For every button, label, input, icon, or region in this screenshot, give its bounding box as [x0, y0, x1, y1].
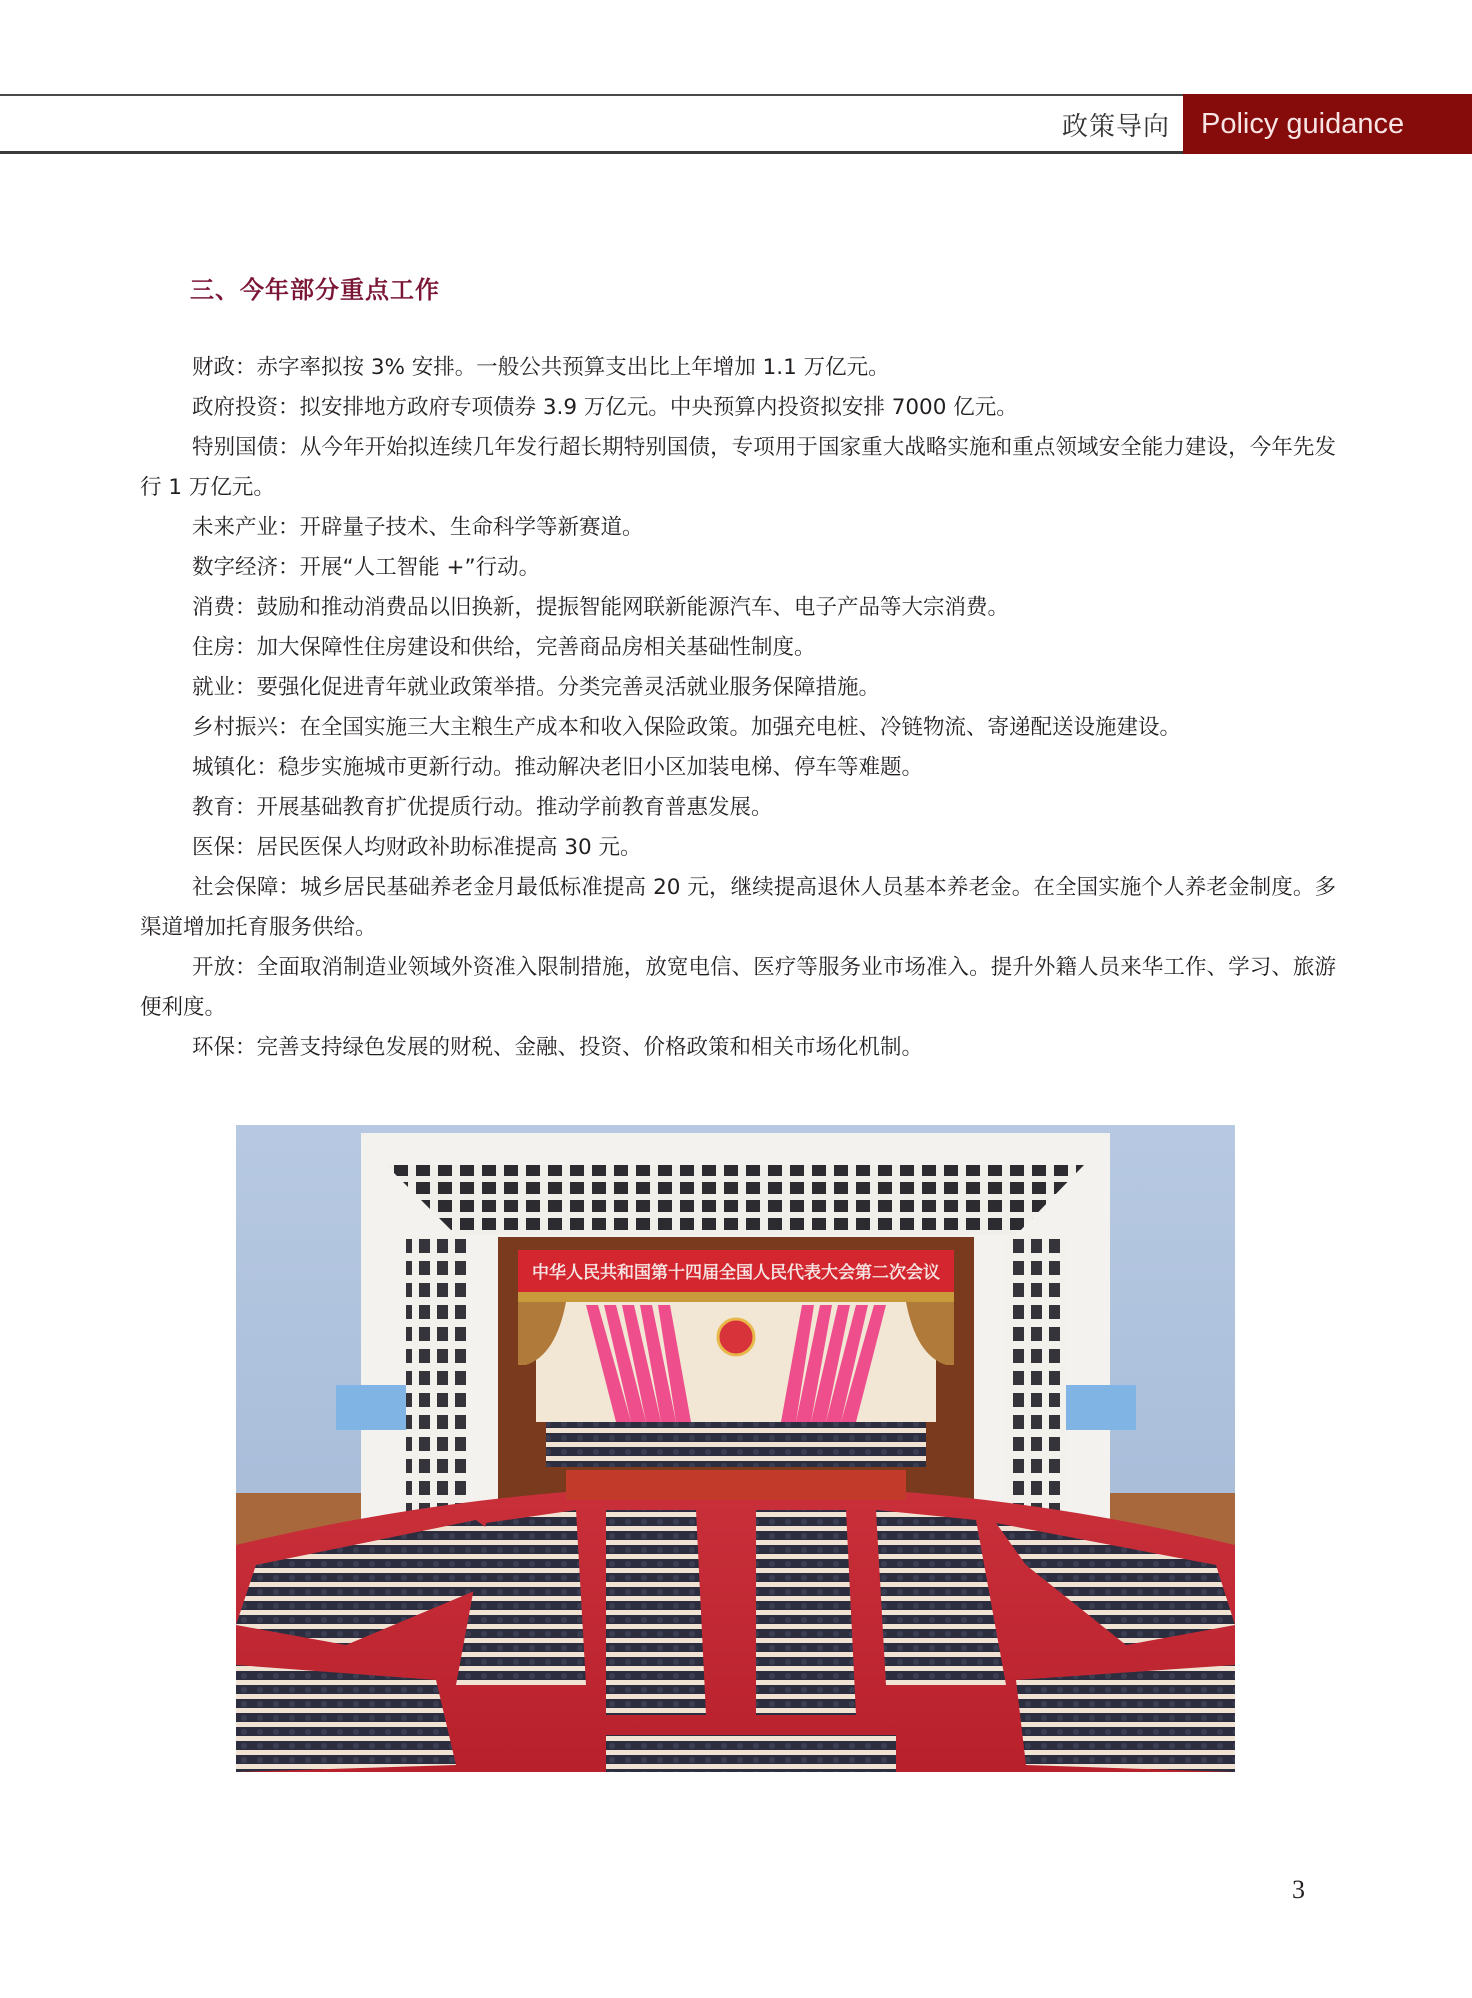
paragraph-rural-revitalization: 乡村振兴：在全国实施三大主粮生产成本和收入保险政策。加强充电桩、冷链物流、寄递配送设施建设。 — [192, 715, 1182, 740]
header-bottom-rule — [0, 151, 1183, 154]
presidium-seats — [546, 1422, 926, 1467]
screen-left — [336, 1385, 406, 1430]
banner-valance — [518, 1292, 954, 1302]
paragraph-digital-economy: 数字经济：开展“人工智能 +”行动。 — [192, 555, 541, 580]
paragraph-housing: 住房：加大保障性住房建设和供给，完善商品房相关基础性制度。 — [192, 635, 816, 660]
paragraph-consumption: 消费：鼓励和推动消费品以旧换新，提振智能网联新能源汽车、电子产品等大宗消费。 — [192, 595, 1010, 620]
section-heading: 三、今年部分重点工作 — [190, 276, 440, 304]
header-top-rule — [0, 94, 1183, 96]
paragraph-opening-up: 开放：全面取消制造业领域外资准入限制措施，放宽电信、医疗等服务业市场准入。提升外籍人员来华工作、学习、旅游便利度。 — [140, 955, 1336, 1020]
assembly-hall-photo — [236, 1125, 1235, 1772]
paragraph-gov-investment: 政府投资：拟安排地方政府专项债券 3.9 万亿元。中央预算内投资拟安排 7000 亿元。 — [192, 395, 1018, 420]
paragraph-employment: 就业：要强化促进青年就业政策举措。分类完善灵活就业服务保障措施。 — [192, 675, 881, 700]
ceiling-lights — [386, 1165, 1084, 1235]
paragraph-social-security: 社会保障：城乡居民基础养老金月最低标准提高 20 元，继续提高退休人员基本养老金。在全国实施个人养老金制度。多渠道增加托育服务供给。 — [140, 875, 1336, 940]
page-number: 3 — [1292, 1875, 1305, 1904]
paragraph-urbanization: 城镇化：稳步实施城市更新行动。推动解决老旧小区加装电梯、停车等难题。 — [192, 755, 924, 780]
paragraph-future-industry: 未来产业：开辟量子技术、生命科学等新赛道。 — [192, 515, 644, 540]
screen-right — [1066, 1385, 1136, 1430]
paragraph-fiscal: 财政：赤字率拟按 3% 安排。一般公共预算支出比上年增加 1.1 万亿元。 — [192, 355, 890, 380]
paragraph-education: 教育：开展基础教育扩优提质行动。推动学前教育普惠发展。 — [192, 795, 773, 820]
paragraph-special-bonds: 特别国债：从今年开始拟连续几年发行超长期特别国债，专项用于国家重大战略实施和重点领域安全能力建设，今年先发行 1 万亿元。 — [140, 435, 1336, 500]
national-emblem — [718, 1319, 754, 1355]
header-section-label-en: Policy guidance — [1183, 94, 1472, 154]
body-text — [140, 348, 1336, 1068]
paragraph-environment: 环保：完善支持绿色发展的财税、金融、投资、价格政策和相关市场化机制。 — [192, 1035, 924, 1060]
paragraph-medical-insurance: 医保：居民医保人均财政补助标准提高 30 元。 — [192, 835, 642, 860]
header-section-label-cn: 政策导向 — [1061, 112, 1170, 142]
banner-text: 中华人民共和国第十四届全国人民代表大会第二次会议 — [532, 1263, 940, 1283]
stage-front — [566, 1470, 906, 1500]
